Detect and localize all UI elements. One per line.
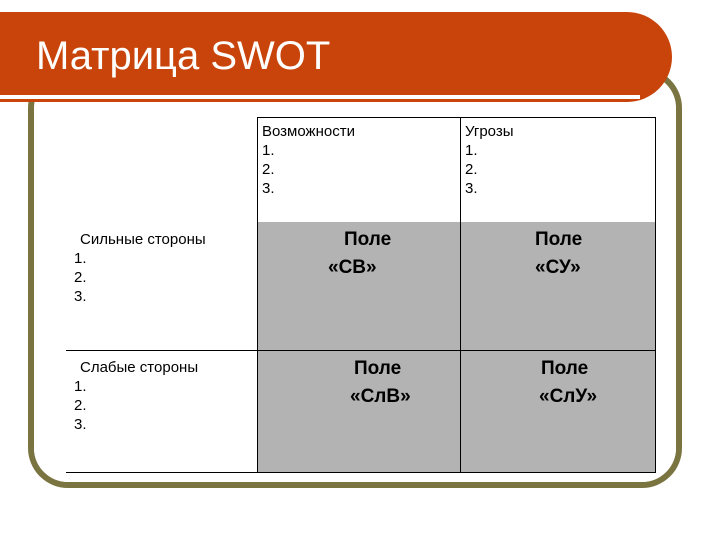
field-slv-title: Поле bbox=[354, 358, 402, 379]
weaknesses-header bbox=[66, 358, 256, 472]
field-slu-title: Поле bbox=[541, 358, 589, 379]
field-slu-code: «СлУ» bbox=[539, 386, 598, 407]
opportunities-item-2: 2. bbox=[262, 161, 275, 178]
title-underline bbox=[0, 95, 640, 99]
grid-line-col2 bbox=[460, 117, 461, 473]
field-su-title: Поле bbox=[535, 229, 583, 250]
threats-header bbox=[461, 118, 655, 222]
weaknesses-label: Слабые стороны bbox=[80, 359, 199, 376]
grid-line-col1 bbox=[257, 117, 258, 473]
field-sv-cell bbox=[258, 222, 460, 350]
strengths-header bbox=[66, 230, 256, 348]
strengths-label: Сильные стороны bbox=[80, 231, 206, 248]
weaknesses-item-1: 1. bbox=[74, 378, 87, 395]
field-slv-code: «СлВ» bbox=[350, 386, 411, 407]
threats-item-1: 1. bbox=[465, 142, 478, 159]
strengths-item-1: 1. bbox=[74, 250, 87, 267]
field-su-cell bbox=[461, 222, 655, 350]
opportunities-item-3: 3. bbox=[262, 180, 275, 197]
strengths-item-2: 2. bbox=[74, 269, 87, 286]
field-slu-cell bbox=[461, 351, 655, 473]
grid-line-top bbox=[258, 117, 655, 118]
strengths-item-3: 3. bbox=[74, 288, 87, 305]
threats-item-2: 2. bbox=[465, 161, 478, 178]
field-sv-code: «СВ» bbox=[328, 257, 377, 278]
slide-title: Матрица SWOT bbox=[36, 34, 331, 78]
field-sv-title: Поле bbox=[344, 229, 392, 250]
opportunities-header bbox=[258, 118, 460, 222]
field-su-code: «СУ» bbox=[535, 257, 581, 278]
grid-line-middle bbox=[66, 350, 655, 351]
weaknesses-item-2: 2. bbox=[74, 397, 87, 414]
threats-label: Угрозы bbox=[465, 123, 514, 140]
opportunities-label: Возможности bbox=[262, 123, 355, 140]
grid-line-bottom bbox=[66, 472, 655, 473]
field-slv-cell bbox=[258, 351, 460, 473]
opportunities-item-1: 1. bbox=[262, 142, 275, 159]
grid-line-col3 bbox=[655, 117, 656, 473]
weaknesses-item-3: 3. bbox=[74, 416, 87, 433]
threats-item-3: 3. bbox=[465, 180, 478, 197]
